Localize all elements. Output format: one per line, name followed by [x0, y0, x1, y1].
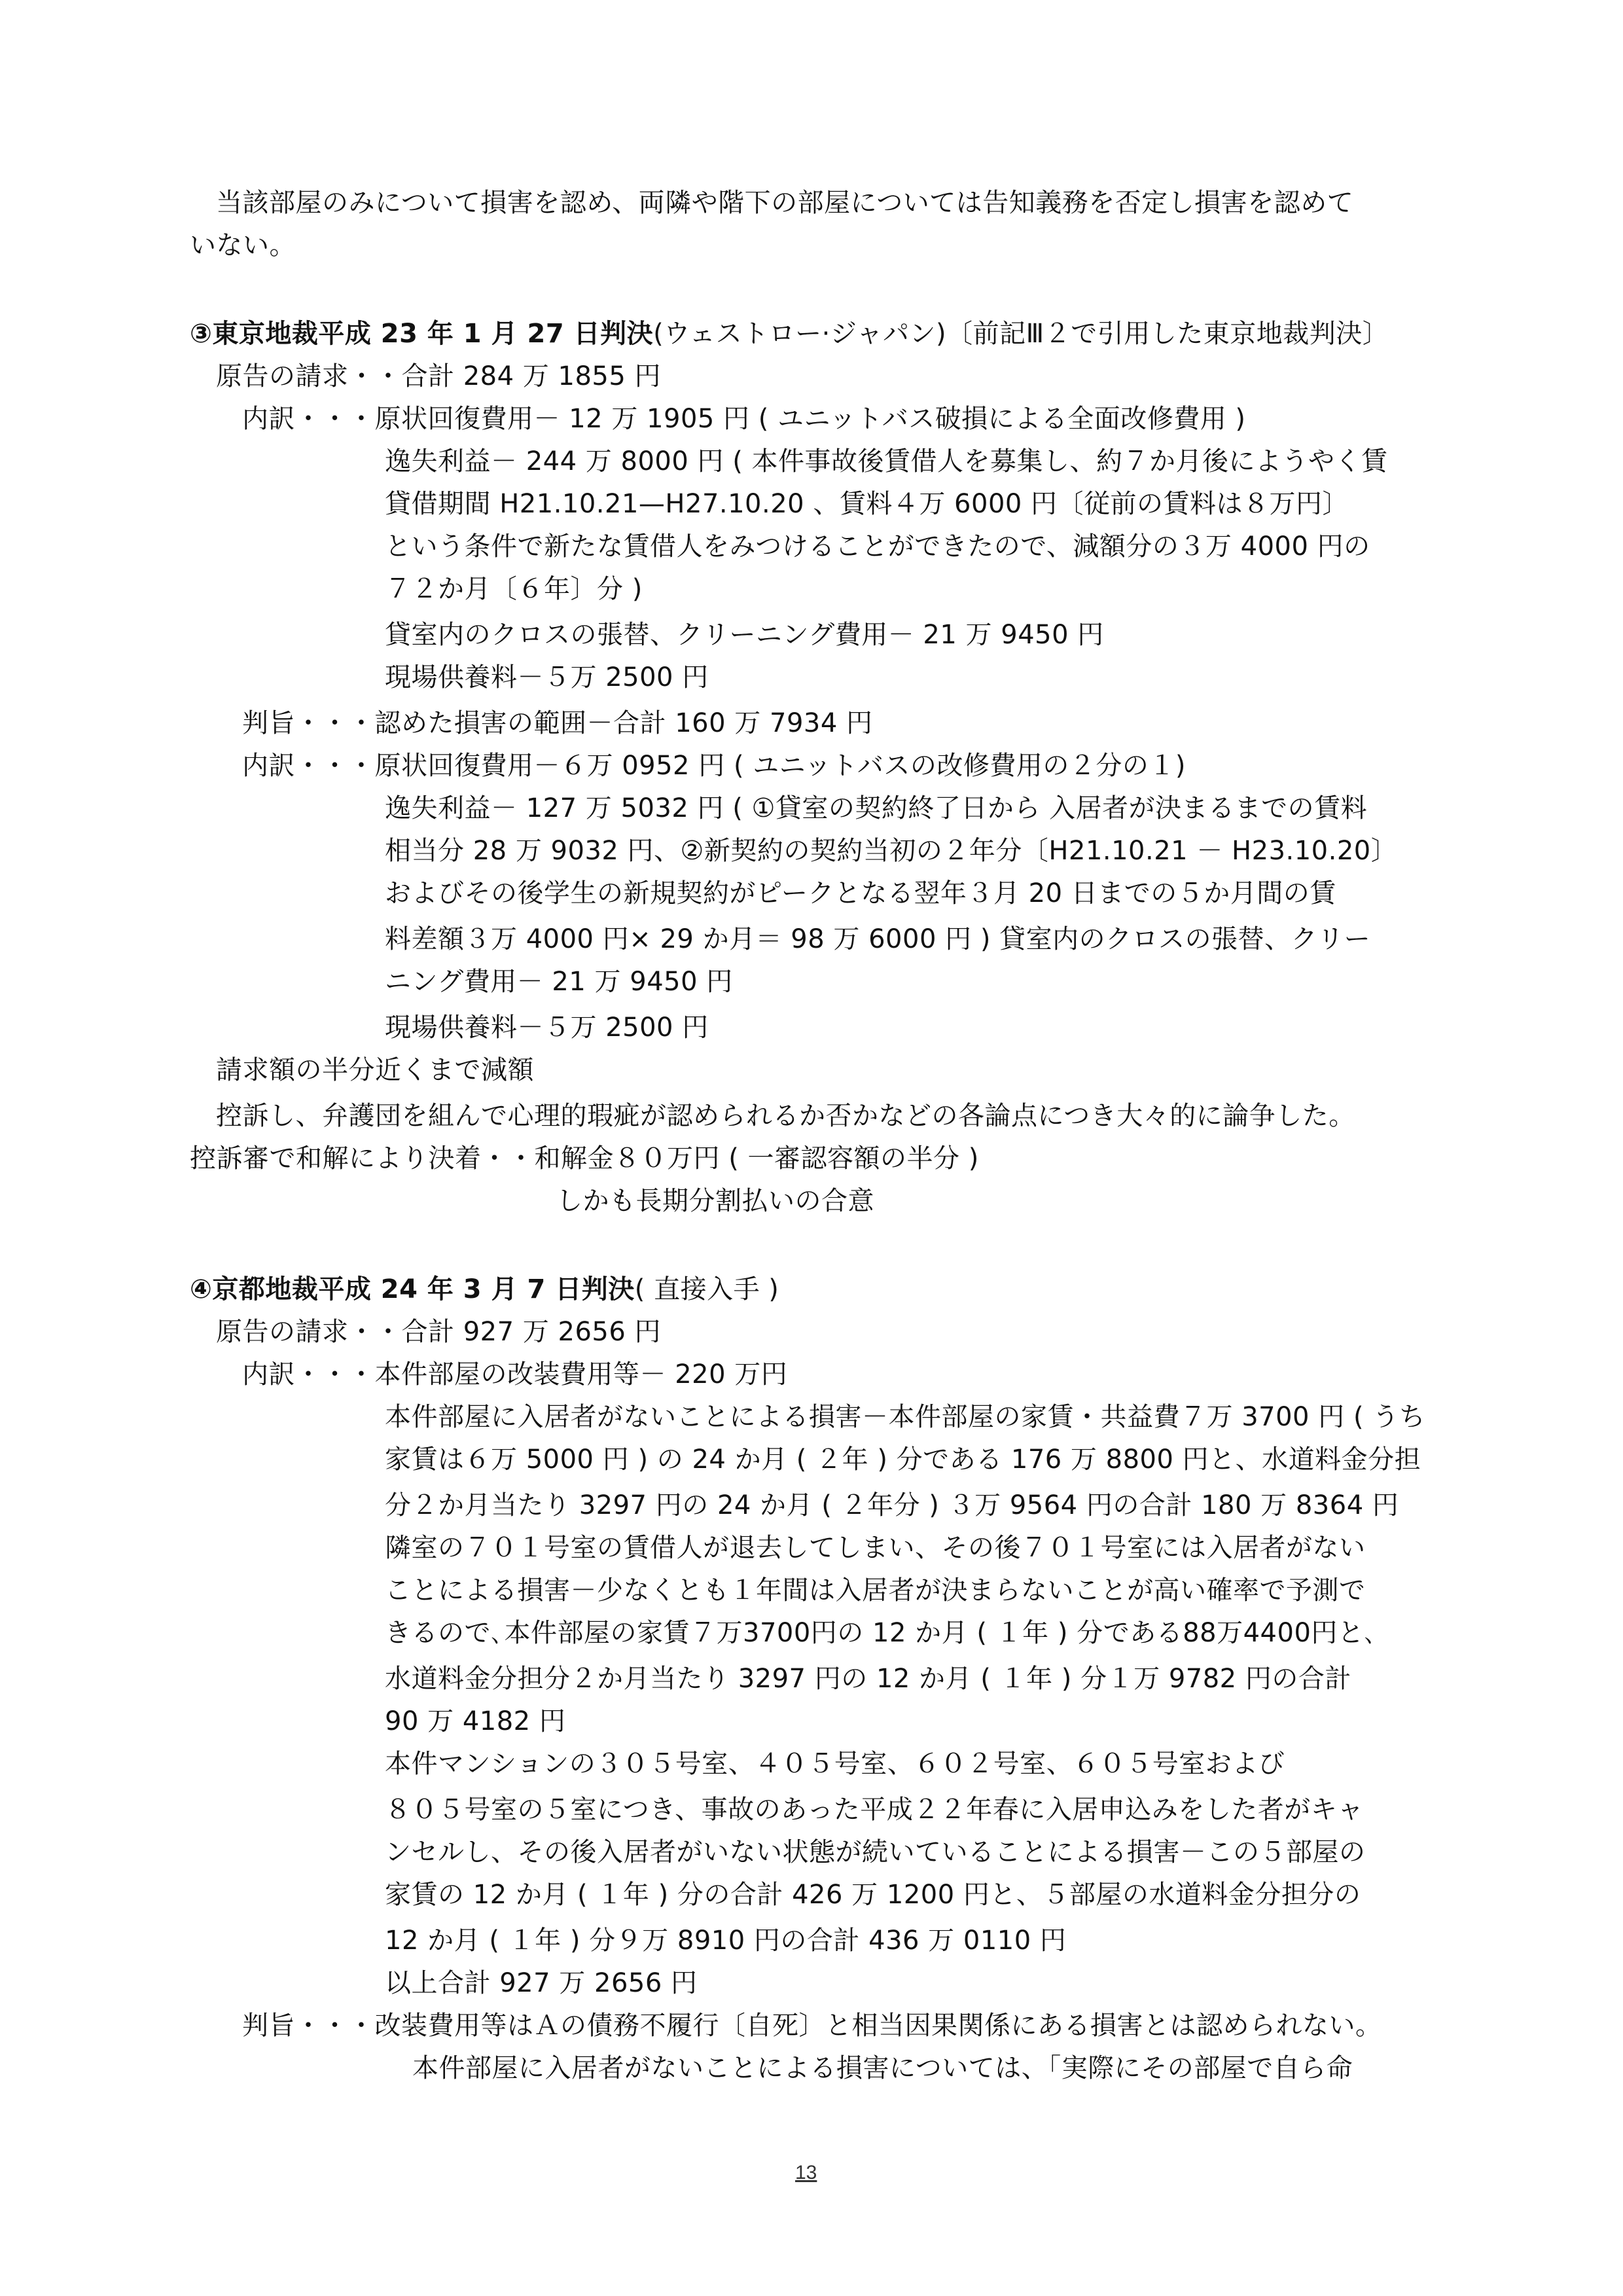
breakdown-line: 以上合計 927 万 2656 円 [385, 1968, 698, 1998]
breakdown-line: ７２か月〔６年〕分 ) [385, 574, 643, 604]
case-source: (ウェストロー·ジャパン)〔前記Ⅲ２で引用した東京地裁判決〕 [653, 319, 1389, 349]
breakdown-line: ンセルし、その後入居者がいない状態が続いていることによる損害－この５部屋の [385, 1837, 1366, 1867]
breakdown-line: きるので､本件部屋の家賃７万3700円の 12 か月 ( １年 ) 分である88万4400円と､ [385, 1618, 1378, 1648]
breakdown-line: ８０５号室の５室につき、事故のあった平成２２年春に入居申込みをした者がキャ [385, 1795, 1364, 1825]
breakdown-line: 内訳・・・本件部屋の改装費用等－ 220 万円 [242, 1359, 788, 1390]
ruling-breakdown-line: およびその後学生の新規契約がピークとなる翌年３月 20 日までの５か月間の賃 [385, 878, 1336, 908]
reduced-note: 請求額の半分近くまで減額 [216, 1055, 534, 1085]
ruling-line: 本件部屋に入居者がないことによる損害については、「実際にその部屋で自ら命 [412, 2053, 1353, 2083]
intro-line: 当該部屋のみについて損害を認め、両隣や階下の部屋については告知義務を否定し損害を認めて [216, 188, 1354, 218]
breakdown-line: 12 か月 ( １年 ) 分９万 8910 円の合計 436 万 0110 円 [385, 1926, 1067, 1956]
breakdown-line: 分２か月当たり 3297 円の 24 か月 ( ２年分 ) ３万 9564 円の合計 180 万 8364 円 [385, 1490, 1399, 1520]
breakdown-line: 家賃の 12 か月 ( １年 ) 分の合計 426 万 1200 円と、５部屋の水道料金分担分の [385, 1880, 1361, 1910]
page-number: 13 [795, 2162, 817, 2183]
breakdown-line: という条件で新たな賃借人をみつけることができたので、減額分の３万 4000 円の [385, 531, 1370, 562]
breakdown-line: 現場供養料－５万 2500 円 [385, 662, 709, 692]
appeal-line: しかも長期分割払いの合意 [556, 1186, 874, 1216]
claim-total: 原告の請求・・合計 927 万 2656 円 [216, 1317, 662, 1347]
case-heading [190, 317, 1389, 350]
breakdown-line: 隣室の７０１号室の賃借人が退去してしまい、その後７０１号室には入居者がない [385, 1533, 1366, 1563]
case-title: ④京都地裁平成 24 年 3 月 7 日判決 [190, 1274, 635, 1304]
ruling-line: 判旨・・・認めた損害の範囲－合計 160 万 7934 円 [242, 708, 873, 738]
breakdown-line: 本件部屋に入居者がないことによる損害－本件部屋の家賃・共益費７万 3700 円 ( うち [385, 1402, 1426, 1432]
appeal-line: 控訴し、弁護団を組んで心理的瑕疵が認められるか否かなどの各論点につき大々的に論争した。 [216, 1101, 1355, 1131]
breakdown-line: 内訳・・・原状回復費用－ 12 万 1905 円 ( ユニットバス破損による全面改修費用 ) [242, 404, 1246, 434]
breakdown-line: 貸借期間 H21.10.21—H27.10.20 、賃料４万 6000 円〔従前の賃料は８万円〕 [385, 489, 1349, 519]
case-heading [190, 1273, 779, 1306]
ruling-breakdown-line: 現場供養料－５万 2500 円 [385, 1013, 709, 1043]
claim-total: 原告の請求・・合計 284 万 1855 円 [216, 361, 662, 391]
ruling-breakdown-line: 内訳・・・原状回復費用－６万 0952 円 ( ユニットバスの改修費用の２分の１) [242, 751, 1186, 781]
case-source: ( 直接入手 ) [634, 1274, 779, 1304]
breakdown-line: 水道料金分担分２か月当たり 3297 円の 12 か月 ( １年 ) 分１万 9782 円の合計 [385, 1664, 1351, 1694]
breakdown-line: ことによる損害－少なくとも１年間は入居者が決まらないことが高い確率で予測で [385, 1575, 1366, 1605]
ruling-breakdown-line: ニング費用－ 21 万 9450 円 [385, 967, 733, 997]
intro-line: いない。 [190, 230, 296, 260]
ruling-breakdown-line: 相当分 28 万 9032 円、②新契約の契約当初の２年分〔H21.10.21 － H23.10.20〕 [385, 836, 1398, 866]
ruling-line: 判旨・・・改装費用等はＡの債務不履行〔自死〕と相当因果関係にある損害とは認められない。 [242, 2011, 1382, 2041]
breakdown-line: 本件マンションの３０５号室、４０５号室、６０２号室、６０５号室および [385, 1749, 1285, 1779]
breakdown-line: 逸失利益－ 244 万 8000 円 ( 本件事故後賃借人を募集し、約７か月後にようやく賃 [385, 446, 1388, 476]
appeal-line: 控訴審で和解により決着・・和解金８０万円 ( 一審認容額の半分 ) [190, 1143, 979, 1174]
case-title: ③東京地裁平成 23 年 1 月 27 日判決 [190, 319, 654, 349]
breakdown-line: 貸室内のクロスの張替、クリーニング費用－ 21 万 9450 円 [385, 620, 1104, 650]
breakdown-line: 90 万 4182 円 [385, 1706, 566, 1736]
ruling-breakdown-line: 逸失利益－ 127 万 5032 円 ( ①貸室の契約終了日から 入居者が決まるまでの賃料 [385, 793, 1368, 823]
breakdown-line: 家賃は６万 5000 円 ) の 24 か月 ( ２年 ) 分である 176 万 8800 円と、水道料金分担 [385, 1444, 1421, 1475]
ruling-breakdown-line: 料差額３万 4000 円× 29 か月＝ 98 万 6000 円 ) 貸室内のクロスの張替、クリー [385, 924, 1371, 954]
